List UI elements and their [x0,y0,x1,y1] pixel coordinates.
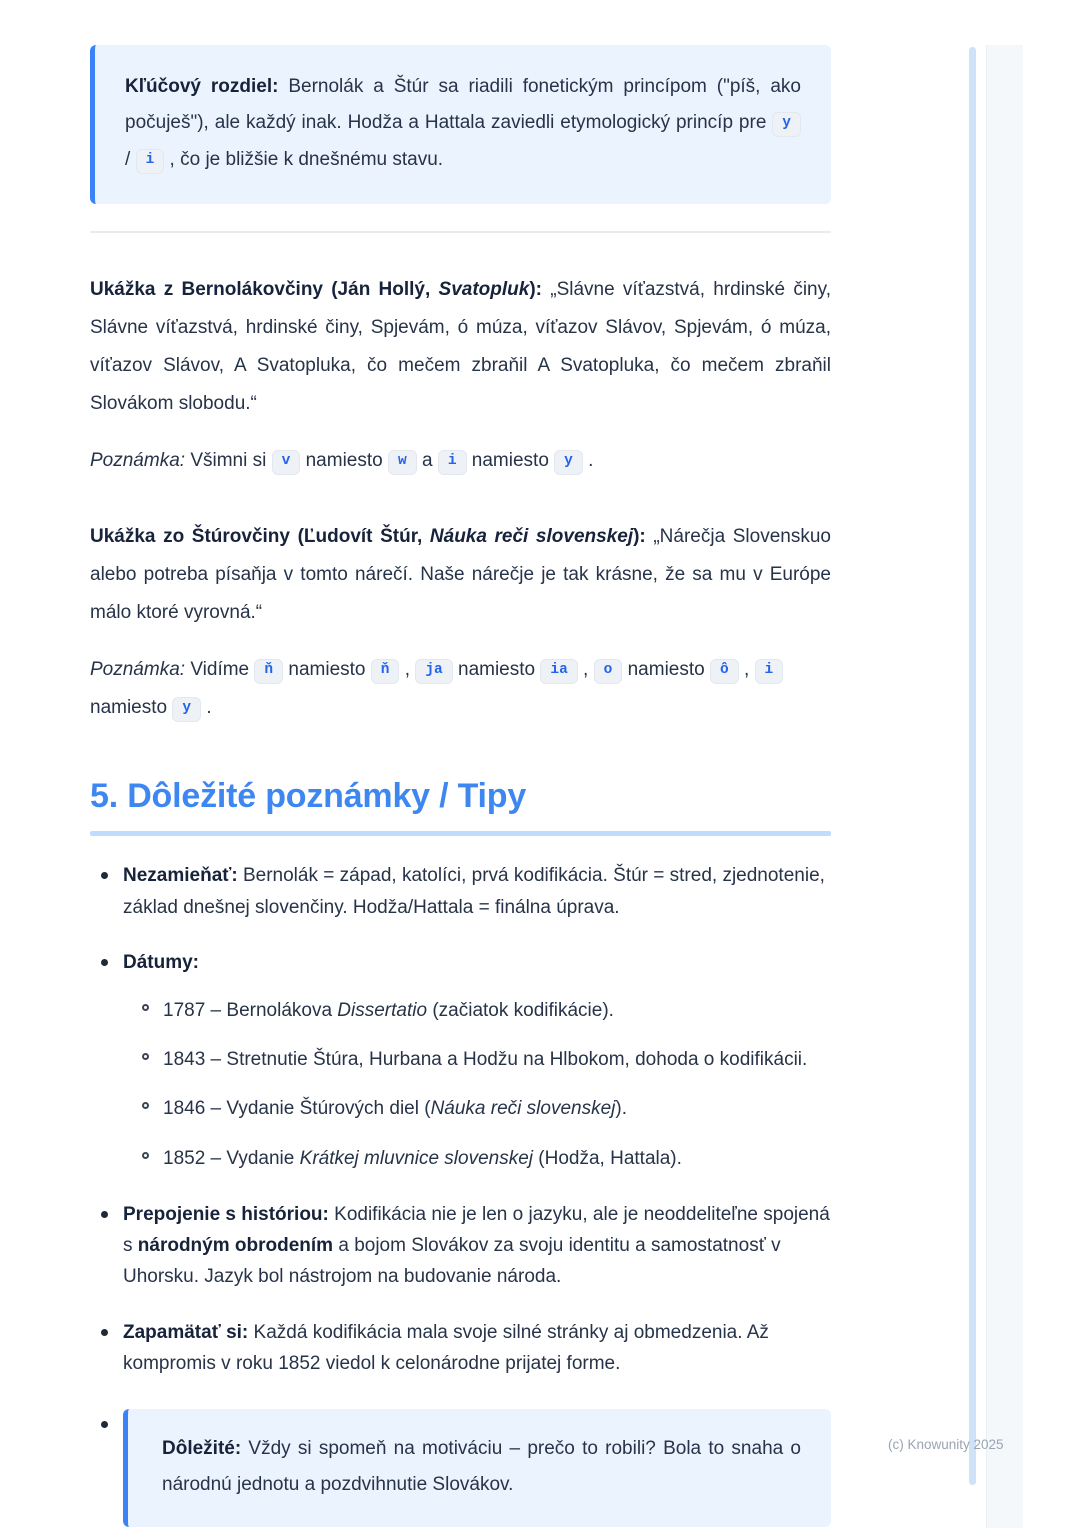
date-text: 1852 – Vydanie [163,1147,300,1169]
item-text: Každá kodifikácia mala svoje silné stránky aj obmedzenia. Až kompromis v roku 1852 viedol k celonárodne prijatej forme. [123,1321,769,1374]
list-item-prepojenie [90,1199,831,1292]
section-divider [90,231,831,233]
date-text: (začiatok kodifikácie). [427,999,614,1021]
section-title: 5. Dôležité poznámky / Tipy [90,777,527,816]
date-text: 1843 – Stretnutie Štúra, Hurbana a Hodžu na Hlbokom, dohoda o kodifikácii. [163,1049,808,1071]
note2-label: Poznámka: [90,659,186,681]
work-title-italic: Náuka reči slovenskej [430,1098,616,1120]
list-item-dolezite [90,1409,831,1527]
code-chip-ja: ja [415,659,452,684]
code-chip-n2: ň [371,659,400,684]
paragraph-stur-sample [90,518,831,632]
scrollbar[interactable] [969,47,976,1485]
work-title-italic: Dissertatio [337,999,428,1021]
code-chip-v: v [272,450,301,475]
list-item-1787 [123,995,831,1027]
note-bernolak [90,442,831,480]
item-text: a bojom Slovákov za svoju identitu a samostatnosť v Uhorsku. Jazyk bol nástrojom na budovanie národa. [123,1235,781,1288]
callout-text-1: Bernolák a Štúr sa riadili fonetickým princípom ("píš, ako počuješ"), ale každý inak. Hodža a Hattala zaviedli etymologický princíp pre [125,76,801,134]
stur-sample-body: „Nárečja Slovenskuo alebo potreba písaňja v tomto nárečí. Naše nárečje je tak krásne, že sa mu v Európe málo ktoré vyrovná.“ [90,526,831,624]
circle-bullet-dot [142,1152,149,1159]
note2-text-2: namiesto [283,659,371,681]
note1-text-5: . [582,450,594,472]
bernolak-work-title: Svatopluk [438,279,530,301]
list-item-nezamienat [90,860,831,922]
list-item-1846 [123,1093,831,1125]
stur-sample-lead: Ukážka zo Štúrovčiny (Ľudovít Štúr, [90,526,430,548]
item-label: Dátumy: [123,951,200,973]
note1-label: Poznámka: [90,450,186,472]
date-text: (Hodža, Hattala). [533,1147,682,1169]
list-item-1852 [123,1143,831,1175]
note2-text-7: , [738,659,755,681]
code-chip-i2: i [438,450,467,475]
circle-bullet-dot [142,1004,149,1011]
bullet-dot [101,1211,108,1218]
code-chip-y3: y [172,697,201,722]
tips-list [90,860,831,1527]
date-text: 1846 – Vydanie Štúrových diel ( [163,1098,431,1120]
note2-text-8: namiesto [90,697,173,719]
callout-label: Kľúčový rozdiel: [125,76,279,97]
stur-work-title: Náuka reči slovenskej [429,526,634,548]
item-label: Zapamätať si: [123,1321,249,1343]
note1-text-3: a [416,450,438,472]
note2-text-6: namiesto [622,659,710,681]
code-chip-i3: i [755,659,784,684]
list-item-datumy [90,947,831,1175]
code-chip-ia: ia [540,659,577,684]
note1-text-4: namiesto [466,450,555,472]
bernolak-sample-lead: Ukážka z Bernolákovčiny (Ján Hollý, [90,279,439,301]
code-chip-o-circ: ô [710,659,739,684]
note2-text-4: namiesto [452,659,541,681]
item-text: Kodifikácia nie je len o jazyku, ale je neoddeliteľne spojená s [123,1204,830,1257]
code-chip-n1: ň [254,659,283,684]
bullet-dot [101,959,108,966]
code-chip-y: y [772,112,801,137]
list-item-zapamatat [90,1317,831,1379]
callout-label: Dôležité: [162,1437,242,1459]
item-label: Nezamieňať: [123,865,238,887]
item-label: Prepojenie s históriou: [123,1204,329,1226]
work-title-italic: Krátkej mluvnice slovenskej [299,1147,534,1169]
callout-text-2: , čo je bližšie k dnešnému stavu. [164,148,444,170]
code-chip-o: o [594,659,623,684]
note1-text-2: namiesto [300,450,388,472]
key-difference-callout [90,45,831,204]
code-chip-y2: y [554,450,583,475]
stur-sample-lead2: ): [633,526,646,548]
list-item-1843 [123,1044,831,1076]
circle-bullet-dot [142,1053,149,1060]
bullet-dot [101,872,108,879]
note2-text-5: , [577,659,594,681]
date-text: 1787 – Bernolákova [163,999,338,1021]
document-content [90,0,831,1527]
callout-slash: / [125,148,136,170]
important-callout [123,1409,831,1527]
item-emphasis: národným obrodením [137,1235,334,1257]
next-page-edge [986,45,1023,1528]
note2-text-1: Vidíme [185,659,255,681]
bernolak-sample-body: „Slávne víťazstvá, hrdinské činy, Slávne víťazstvá, hrdinské činy, Spjevám, ó múza, víťazov Slávov, Spjevám, ó múza, víťazov Slávov, A Svatopluka, čo mečem zbraňil A Svatopluka, čo mečem zbraňil Slovákom slobodu.“ [90,279,831,415]
dates-sublist [123,995,831,1175]
bullet-dot [101,1421,108,1428]
date-text: ). [615,1098,627,1120]
note2-text-9: . [201,697,212,719]
section-title-underline [90,831,831,836]
bernolak-sample-lead2: ): [529,279,542,301]
note1-text-1: Všimni si [185,450,272,472]
bullet-dot [101,1329,108,1336]
code-chip-w: w [388,450,417,475]
code-chip-i: i [136,149,165,174]
note-stur [90,651,831,727]
item-text: Bernolák = západ, katolíci, prvá kodifikácia. Štúr = stred, zjednotenie, základ dnešnej slovenčiny. Hodža/Hattala = finálna úprava. [123,865,825,918]
note2-text-3: , [399,659,416,681]
callout-text: Vždy si spomeň na motiváciu – prečo to robili? Bola to snaha o národnú jednotu a pozdvihnutie Slovákov. [162,1437,801,1495]
copyright-notice: (c) Knowunity 2025 [888,1437,1004,1452]
circle-bullet-dot [142,1102,149,1109]
paragraph-bernolak-sample [90,271,831,423]
